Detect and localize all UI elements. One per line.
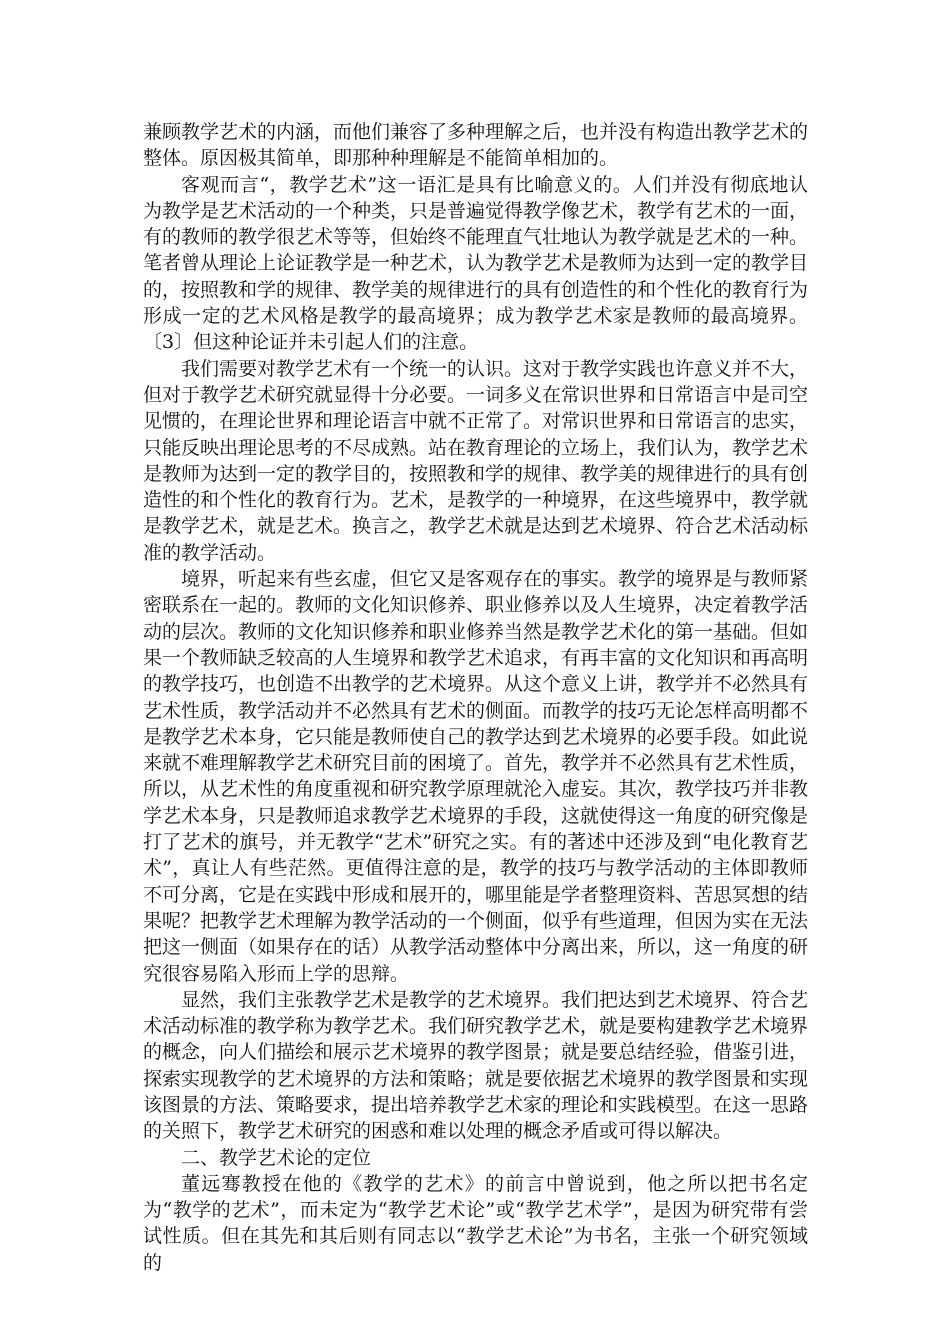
paragraph-4: 境界，听起来有些玄虚，但它又是客观存在的事实。教学的境界是与教师紧密联系在一起的。教师的文化知识修养、职业修养以及人生境界，决定着教学活动的层次。教师的文化知识修养和职业修养当然是教学艺术化的第一基础。但如果一个教师缺乏较高的人生境界和教学艺术追求，有再丰富的文化知识和再高明的教学技巧，也创造不出教学的艺术境界。从这个意义上讲，教学并不必然具有艺术性质，教学活动并不必然具有艺术的侧面。而教学的技巧无论怎样高明都不是教学艺术本身，它只能是教师使自己的教学达到艺术境界的必要手段。如此说来就不难理解教学艺术研究目前的困境了。首先，教学并不必然具有艺术性质，所以，从艺术性的角度重视和研究教学原理就沦入虚妄。其次，教学技巧并非教学艺术本身，只是教师追求教学艺术境界的手段，这就使得这一角度的研究像是打了艺术的旗号，并无教学“艺术”研究之实。有的著述中还涉及到“电化教育艺术”，真让人有些茫然。更值得注意的是，教学的技巧与教学活动的主体即教师不可分离，它是在实践中形成和展开的，哪里能是学者整理资料、苦思冥想的结果呢？把教学艺术理解为教学活动的一个侧面，似乎有些道理，但因为实在无法把这一侧面（如果存在的话）从教学活动整体中分离出来，所以，这一角度的研究很容易陷入形而上学的思辩。: [143, 568, 809, 985]
paragraph-6: 董远骞教授在他的《教学的艺术》的前言中曾说到，他之所以把书名定为“教学的艺术”，而未定为“教学艺术论”或“教学艺术学”，是因为研究带有尝试性质。但在其先和其后则有同志以“教学艺术论”为书名，主张一个研究领域的: [143, 1172, 808, 1274]
document-body: [143, 119, 808, 1276]
paragraph-5: 显然，我们主张教学艺术是教学的艺术境界。我们把达到艺术境界、符合艺术活动标准的教学称为教学艺术。我们研究教学艺术，就是要构建教学艺术境界的概念，向人们描绘和展示艺术境界的教学图景；就是要总结经验，借鉴引进，探索实现教学的艺术境界的方法和策略；就是要依据艺术境界的教学图景和实现该图景的方法、策略要求，提出培养教学艺术家的理论和实践模型。在这一思路的关照下，教学艺术研究的困惑和难以处理的概念矛盾或可得以解决。: [143, 988, 809, 1143]
section-heading: 二、教学艺术论的定位: [181, 1146, 372, 1169]
paragraph-2: 客观而言“，教学艺术”这一语汇是具有比喻意义的。人们并没有彻底地认为教学是艺术活动的一个种类，只是普遍觉得教学像艺术，教学有艺术的一面，有的教师的教学很艺术等等，但始终不能理直气壮地认为教学就是艺术的一种。笔者曾从理论上论证教学是一种艺术，认为教学艺术是教师为达到一定的教学目的，按照教和学的规律、教学美的规律进行的具有创造性的和个性化的教育行为形成一定的艺术风格是教学的最高境界；成为教学艺术家是教师的最高境界。〔3〕但这种论证并未引起人们的注意。: [143, 173, 809, 354]
paragraph-3: 我们需要对教学艺术有一个统一的认识。这对于教学实践也许意义并不大，但对于教学艺术研究就显得十分必要。一词多义在常识世界和日常语言中是司空见惯的，在理论世界和理论语言中就不正常了。对常识世界和日常语言的忠实，只能反映出理论思考的不尽成熟。站在教育理论的立场上，我们认为，教学艺术是教师为达到一定的教学目的，按照教和学的规律、教学美的规律进行的具有创造性的和个性化的教育行为。艺术，是教学的一种境界，在这些境界中，教学就是教学艺术，就是艺术。换言之，教学艺术就是达到艺术境界、符合艺术活动标准的教学活动。: [143, 357, 809, 564]
paragraph-1: 兼顾教学艺术的内涵，而他们兼容了多种理解之后，也并没有构造出教学艺术的整体。原因极其简单，即那种种理解是不能简单相加的。: [143, 121, 809, 170]
